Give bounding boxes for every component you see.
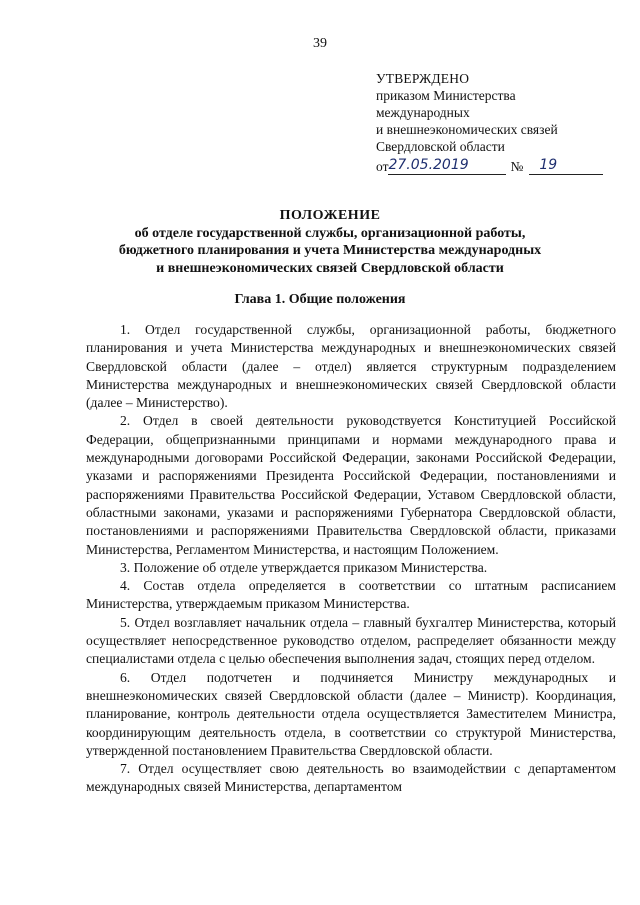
document-title: ПОЛОЖЕНИЕ [279, 208, 381, 223]
document-subtitle-line: и внешнеэкономических связей Свердловской области [156, 260, 504, 276]
handwritten-date: 27.05.2019 [388, 157, 469, 173]
paragraph: 5. Отдел возглавляет начальник отдела – главный бухгалтер Министерства, который осуществляет непосредственное руководство отделом, распределяет обязанности между специалистами отдела с целью обеспечения выполнения задач, стоящих перед отделом. [86, 614, 616, 667]
approval-line: Свердловской области [376, 139, 505, 154]
number-underline [529, 156, 603, 175]
paragraph: 3. Положение об отделе утверждается приказом Министерства. [120, 559, 488, 575]
approval-line: международных [376, 105, 470, 120]
document-heading [100, 207, 560, 277]
approval-title: УТВЕРЖДЕНО [376, 71, 470, 86]
approval-line: и внешнеэкономических связей [376, 122, 558, 137]
paragraph: 1. Отдел государственной службы, организационной работы, бюджетного планирования и учета Министерства международных и внешнеэкономических связей Свердловской области (далее – отдел) является структурным подразделением Министерства международных и внешнеэкономических связей Свердловской области (далее – Министерство). [86, 322, 616, 411]
paragraph: 2. Отдел в своей деятельности руководствуется Конституцией Российской Федерации, общепризнанными принципами и нормами международного права и международными договорами Российской Федерации, законами Российской Федерации, указами и распоряжениями Президента Российской Федерации, постановлениями и распоряжениями Правительства Российской Федерации, Уставом Свердловской области, областными законами, указами и распоряжениями Губернатора Свердловской области, постановлениями и распоряжениями Правительства Свердловской области, приказами Министерства, Регламентом Министерства, и настоящим Положением. [86, 413, 616, 557]
paragraph: 4. Состав отдела определяется в соответствии со штатным расписанием Министерства, утверждаемым приказом Министерства. [86, 578, 616, 612]
approval-line: приказом Министерства [376, 88, 516, 103]
approval-stamp [376, 70, 626, 175]
date-prefix: от [376, 159, 389, 174]
paragraph: 6. Отдел подотчетен и подчиняется Министру международных и внешнеэкономических связей Свердловской области (далее – Министр). Координация, планирование, контроль деятельности отдела осуществляется Заместителем Министра, координирующим деятельность отдела, в соответствии со структурой Министерства, утвержденной постановлением Правительства Свердловской области. [86, 669, 616, 758]
number-prefix: № [510, 159, 524, 174]
paragraph: 7. Отдел осуществляет свою деятельность во взаимодействии с департаментом международных связей Министерства, департаментом [86, 761, 616, 795]
approval-date-number-line [376, 155, 626, 175]
document-subtitle-line: бюджетного планирования и учета Министерства международных [118, 243, 542, 258]
document-body [86, 321, 616, 797]
date-underline [388, 156, 506, 175]
page-number: 39 [313, 36, 327, 51]
handwritten-number: 19 [539, 157, 558, 173]
chapter-heading: Глава 1. Общие положения [234, 292, 406, 307]
document-subtitle-line: об отделе государственной службы, организационной работы, [134, 225, 526, 241]
